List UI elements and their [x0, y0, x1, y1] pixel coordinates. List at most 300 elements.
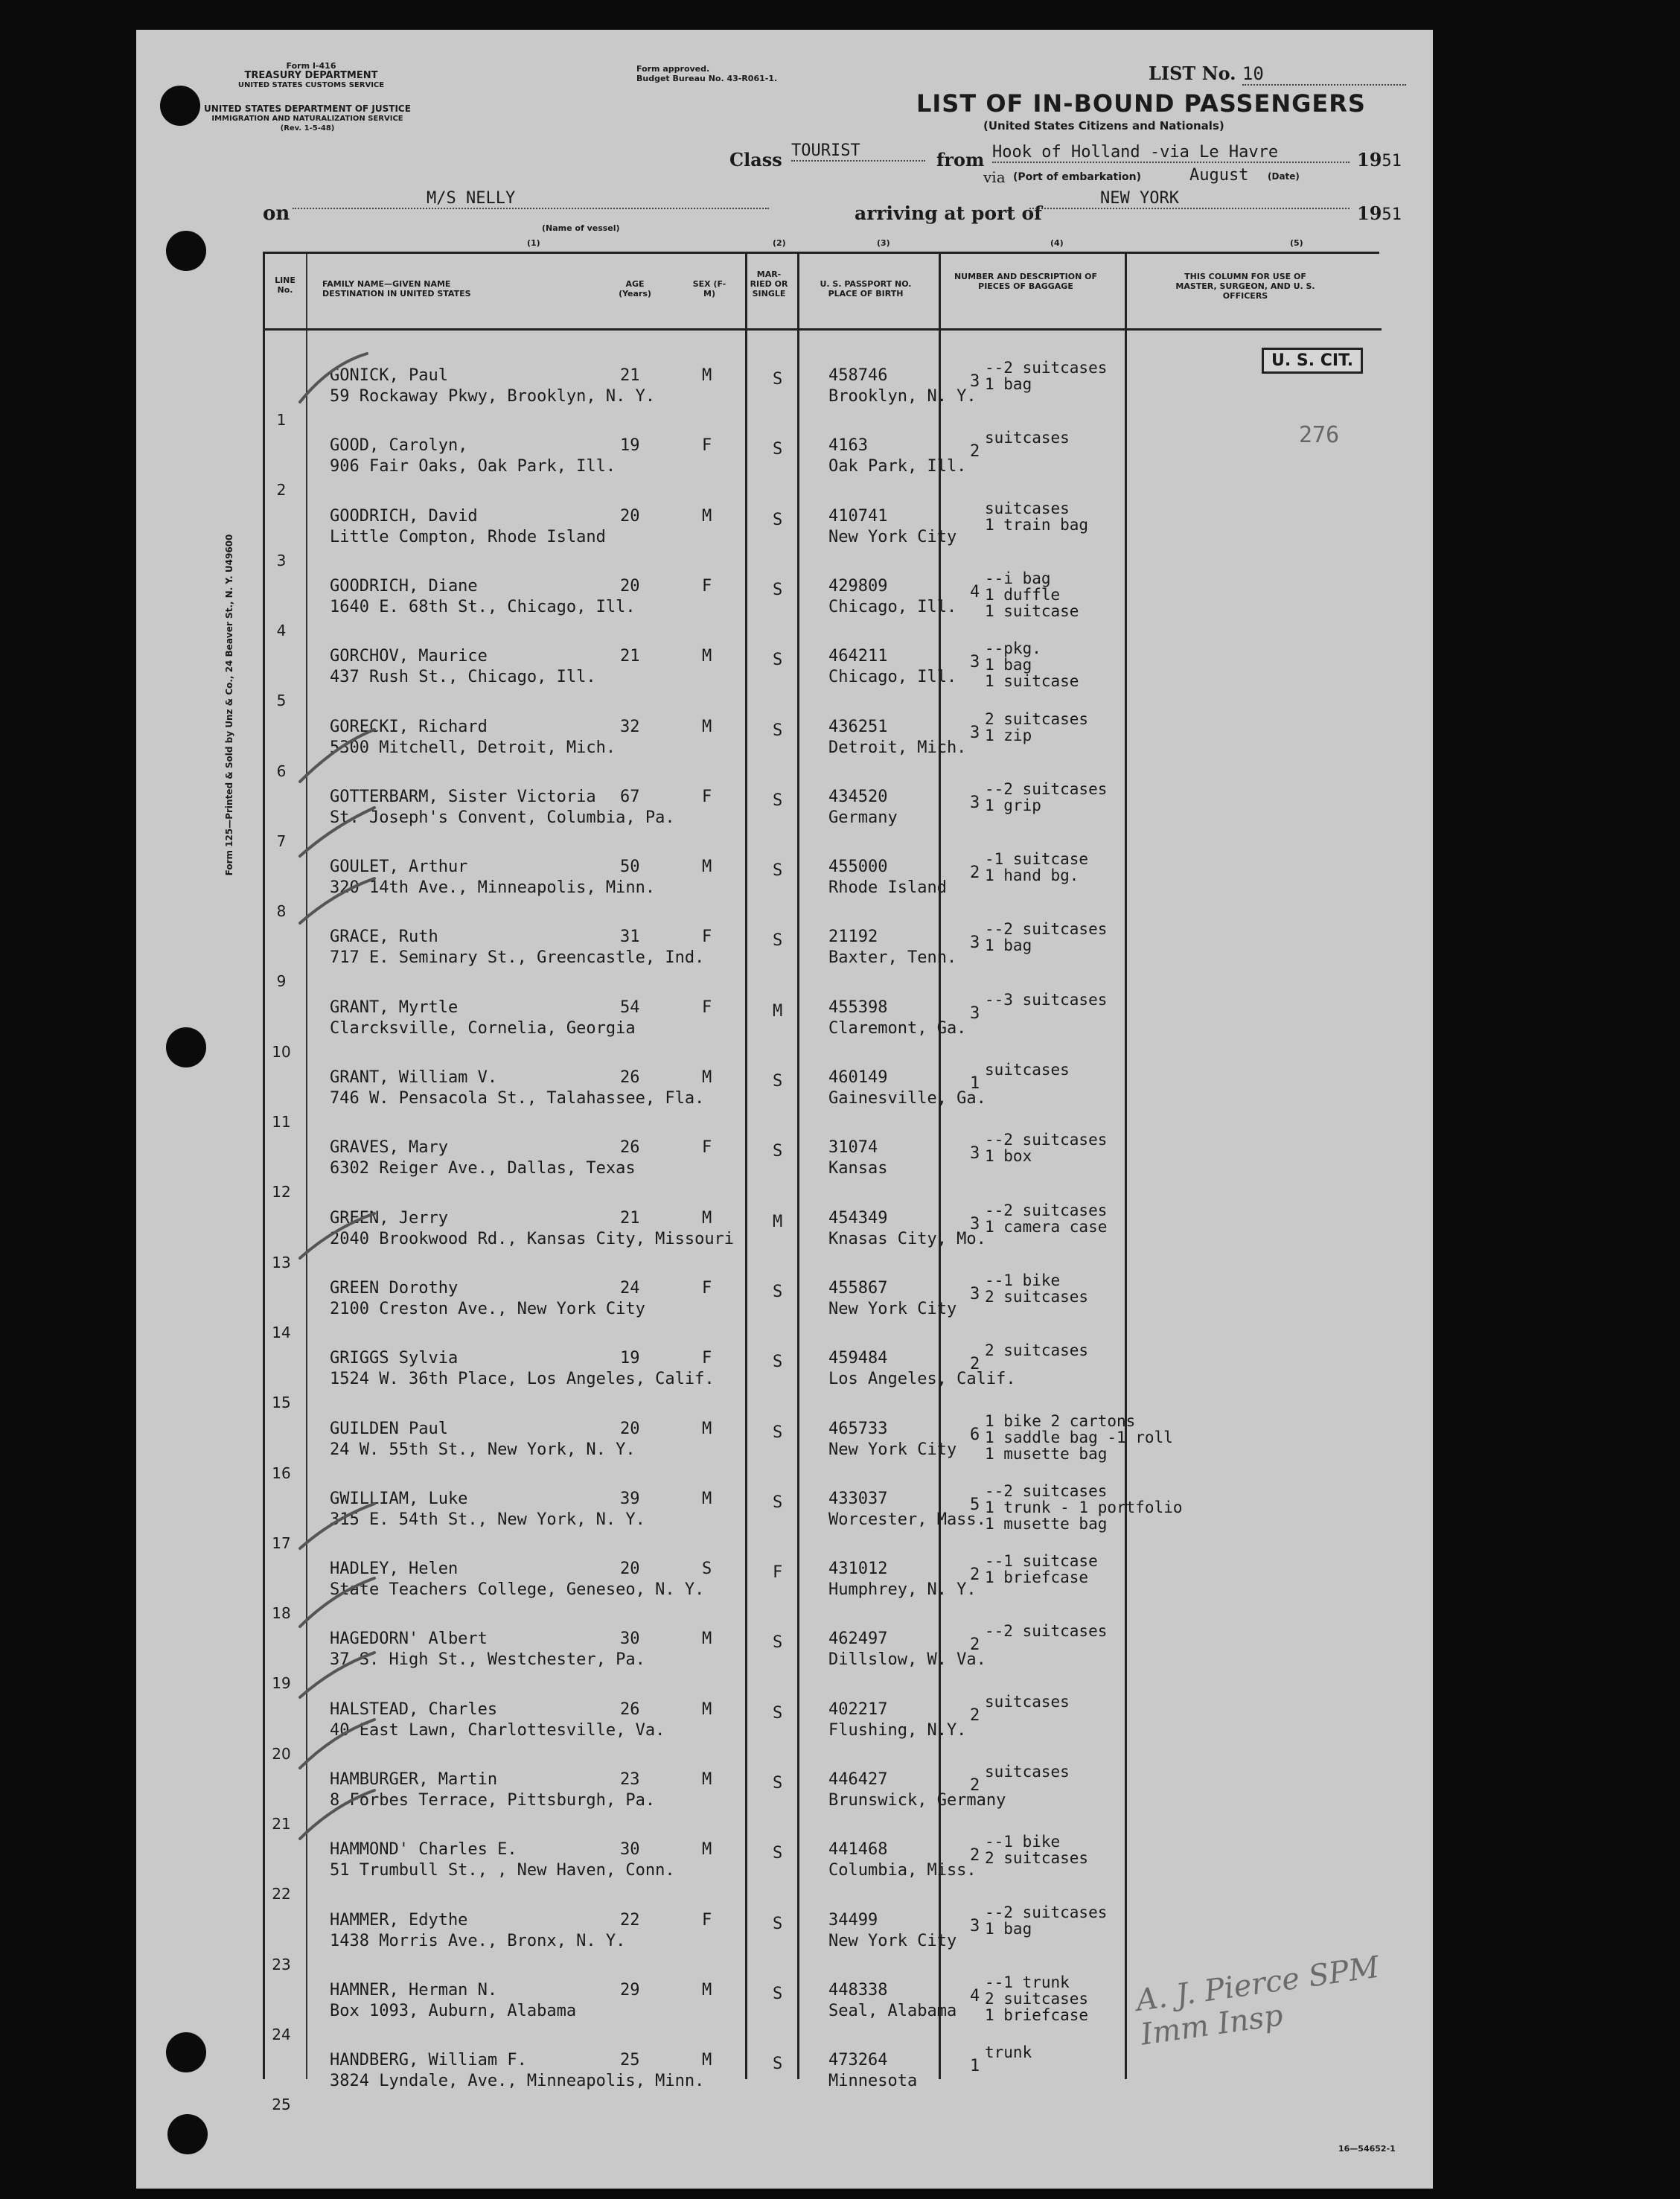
baggage-item: suitcases	[985, 429, 1070, 447]
via-label: via	[983, 168, 1006, 186]
baggage-item: --2 suitcases	[985, 1131, 1108, 1149]
line-number: 14	[272, 1323, 291, 1341]
passenger-name: GOODRICH, Diane	[330, 576, 478, 596]
sex: M	[702, 1980, 712, 1999]
place-of-birth: Dillslow, W. Va.	[828, 1650, 986, 1670]
line-number: 6	[276, 762, 287, 780]
sex: S	[702, 1560, 712, 1579]
baggage-item: 1 zip	[985, 726, 1032, 744]
place-of-birth: Oak Park, Ill.	[828, 457, 967, 476]
page-subtitle: (United States Citizens and Nationals)	[983, 119, 1224, 133]
vessel-caption: (Name of vessel)	[542, 223, 620, 233]
sex: M	[702, 1068, 712, 1087]
baggage-item: --1 bike	[985, 1271, 1061, 1289]
stamp-number: 276	[1299, 422, 1340, 448]
place-of-birth: Flushing, N.Y.	[828, 1720, 967, 1740]
baggage-item: 1 bag	[985, 1919, 1032, 1938]
vessel-name: M/S NELLY	[293, 189, 769, 209]
baggage-count: 2	[970, 1635, 980, 1655]
place-of-birth: Chicago, Ill.	[828, 668, 957, 687]
line-number: 15	[272, 1394, 291, 1412]
destination: Box 1093, Auburn, Alabama	[330, 2001, 577, 2020]
sex: F	[702, 576, 712, 596]
destination: 746 W. Pensacola St., Talahassee, Fla.	[330, 1089, 705, 1108]
age: 54	[620, 998, 640, 1017]
passenger-name: GRANT, William V.	[330, 1068, 498, 1087]
baggage-item: 1 suitcase	[985, 601, 1079, 620]
list-number-label: LIST No.	[1149, 63, 1236, 84]
col-header-married: MAR-RIED OR SINGLE	[750, 269, 788, 299]
line-number: 3	[276, 551, 287, 569]
col-header-age: AGE (Years)	[619, 279, 651, 299]
marital-status: S	[773, 1423, 783, 1442]
age: 21	[620, 1208, 640, 1228]
marital-status: S	[773, 2055, 783, 2074]
destination: 37 S. High St., Westchester, Pa.	[330, 1650, 645, 1670]
destination: 1438 Morris Ave., Bronx, N. Y.	[330, 1931, 626, 1950]
passport-number: 4163	[828, 436, 868, 456]
passenger-name: GRACE, Ruth	[330, 928, 438, 947]
baggage-count: 1	[970, 1074, 980, 1093]
passenger-name: GOTTERBARM, Sister Victoria	[330, 787, 596, 806]
age: 26	[620, 1068, 640, 1087]
destination: 1524 W. 36th Place, Los Angeles, Calif.	[330, 1370, 715, 1389]
place-of-birth: Minnesota	[828, 2072, 918, 2091]
destination: 320 14th Ave., Minneapolis, Minn.	[330, 878, 656, 898]
marital-status: S	[773, 580, 783, 599]
destination: State Teachers College, Geneseo, N. Y.	[330, 1580, 705, 1600]
arrival-port: NEW YORK	[1029, 189, 1350, 209]
year-prefix: 19	[1357, 202, 1382, 224]
destination: 2100 Creston Ave., New York City	[330, 1299, 645, 1318]
place-of-birth: Gainesville, Ga.	[828, 1089, 986, 1108]
col-number: (5)	[1290, 238, 1303, 248]
passport-number: 455398	[828, 998, 888, 1017]
year-suffix: 51	[1382, 205, 1402, 224]
passenger-name: GRANT, Myrtle	[330, 998, 459, 1017]
age: 20	[620, 576, 640, 596]
line-number: 20	[272, 1744, 291, 1763]
immigration-service: IMMIGRATION AND NATURALIZATION SERVICE	[211, 115, 403, 123]
age: 19	[620, 1349, 640, 1368]
baggage-item: 1 briefcase	[985, 1568, 1089, 1587]
passport-number: 446427	[828, 1770, 888, 1789]
baggage-item: 1 musette bag	[985, 1514, 1108, 1533]
line-number: 8	[276, 902, 287, 921]
col-number: (3)	[877, 238, 890, 248]
passenger-list-page	[136, 30, 1433, 2189]
class-label: Class	[729, 149, 782, 170]
col-number: (4)	[1050, 238, 1064, 248]
passenger-name: GUILDEN Paul	[330, 1419, 448, 1438]
baggage-item: 2 suitcases	[985, 1287, 1089, 1306]
baggage-item: 2 suitcases	[985, 1849, 1089, 1868]
customs-service: UNITED STATES CUSTOMS SERVICE	[237, 81, 385, 89]
pencil-check-marks	[270, 342, 389, 2129]
marital-status: S	[773, 510, 783, 529]
baggage-item: --1 suitcase	[985, 1552, 1098, 1571]
passport-number: 431012	[828, 1560, 888, 1579]
sex: F	[702, 1278, 712, 1298]
destination: 6302 Reiger Ave., Dallas, Texas	[330, 1159, 636, 1178]
destination: 2040 Brookwood Rd., Kansas City, Missouri	[330, 1229, 735, 1248]
baggage-count: 2	[970, 1776, 980, 1795]
baggage-item: 1 briefcase	[985, 2005, 1089, 2024]
baggage-count: 3	[970, 1214, 980, 1233]
line-number: 1	[276, 411, 287, 429]
age: 26	[620, 1138, 640, 1158]
passport-number: 34499	[828, 1910, 878, 1930]
place-of-birth: New York City	[828, 1440, 957, 1459]
line-number: 25	[272, 2096, 291, 2114]
sex: M	[702, 506, 712, 526]
col-number: (2)	[773, 238, 786, 248]
baggage-item: -1 suitcase	[985, 850, 1089, 869]
line-number: 22	[272, 1885, 291, 1903]
footer-code: 16—54652-1	[1338, 2144, 1396, 2154]
sex: M	[702, 717, 712, 736]
destination: 3824 Lyndale, Ave., Minneapolis, Minn.	[330, 2072, 705, 2091]
sex: M	[702, 1770, 712, 1789]
baggage-count: 3	[970, 1003, 980, 1023]
line-number: 23	[272, 1955, 291, 1973]
passenger-name: GREEN, Jerry	[330, 1208, 448, 1228]
place-of-birth: Worcester, Mass.	[828, 1510, 986, 1529]
marital-status: S	[773, 1072, 783, 1091]
passenger-name: HAMNER, Herman N.	[330, 1980, 498, 1999]
baggage-item: --2 suitcases	[985, 779, 1108, 798]
marital-status: S	[773, 370, 783, 389]
sex: F	[702, 998, 712, 1017]
baggage-count: 2	[970, 1566, 980, 1585]
marital-status: S	[773, 1984, 783, 2003]
passenger-name: GOOD, Carolyn,	[330, 436, 468, 456]
age: 20	[620, 506, 640, 526]
sex: M	[702, 1419, 712, 1438]
passport-number: 460149	[828, 1068, 888, 1087]
printer-imprint: Form 125—Printed & Sold by Unz & Co., 24 Beaver St., N. Y. U49600	[224, 534, 234, 876]
baggage-item: --2 suitcases	[985, 920, 1108, 939]
destination: 5300 Mitchell, Detroit, Mich.	[330, 738, 616, 757]
passport-number: 459484	[828, 1349, 888, 1368]
baggage-count: 2	[970, 864, 980, 883]
destination: St. Joseph's Convent, Columbia, Pa.	[330, 808, 675, 827]
baggage-item: 1 bag	[985, 656, 1032, 674]
passenger-name: GORCHOV, Maurice	[330, 647, 488, 666]
age: 30	[620, 1630, 640, 1649]
baggage-item: 1 bike 2 cartons	[985, 1411, 1136, 1430]
passenger-name: HAMMOND' Charles E.	[330, 1840, 517, 1860]
baggage-count: 2	[970, 1355, 980, 1374]
place-of-birth: Claremont, Ga.	[828, 1018, 967, 1038]
passenger-name: GRAVES, Mary	[330, 1138, 448, 1158]
place-of-birth: Columbia, Miss.	[828, 1861, 977, 1880]
baggage-item: suitcases	[985, 1763, 1070, 1781]
passenger-name: HALSTEAD, Charles	[330, 1699, 498, 1719]
passport-number: 429809	[828, 576, 888, 596]
age: 39	[620, 1489, 640, 1508]
sex: F	[702, 1910, 712, 1930]
line-number: 4	[276, 621, 287, 639]
sex: M	[702, 1699, 712, 1719]
place-of-birth: Detroit, Mich.	[828, 738, 967, 757]
age: 32	[620, 717, 640, 736]
baggage-item: 1 grip	[985, 796, 1041, 814]
sex: M	[702, 1208, 712, 1228]
sex: F	[702, 1349, 712, 1368]
age: 25	[620, 2051, 640, 2070]
line-number: 7	[276, 832, 287, 850]
baggage-item: --2 suitcases	[985, 1481, 1108, 1500]
treasury-dept: TREASURY DEPARTMENT	[244, 70, 378, 81]
passport-number: 31074	[828, 1138, 878, 1158]
baggage-item: --pkg.	[985, 639, 1041, 658]
place-of-birth: Germany	[828, 808, 898, 827]
baggage-item: 2 suitcases	[985, 709, 1089, 728]
baggage-item: --2 suitcases	[985, 359, 1108, 377]
line-number: 11	[272, 1113, 291, 1131]
line-number: 9	[276, 972, 287, 991]
baggage-item: 1 musette bag	[985, 1444, 1108, 1463]
marital-status: S	[773, 1353, 783, 1372]
baggage-count: 6	[970, 1425, 980, 1444]
class-value: TOURIST	[791, 141, 925, 162]
passport-number: 454349	[828, 1208, 888, 1228]
line-number: 19	[272, 1674, 291, 1693]
line-number: 21	[272, 1815, 291, 1833]
sex: M	[702, 1840, 712, 1860]
arrival-date: August	[1189, 166, 1249, 185]
age: 50	[620, 858, 640, 877]
baggage-item: trunk	[985, 2043, 1032, 2062]
port-embarkation-caption: (Port of embarkation)	[1013, 171, 1142, 183]
marital-status: S	[773, 791, 783, 810]
passenger-name: GOULET, Arthur	[330, 858, 468, 877]
baggage-count: 1	[970, 2057, 980, 2076]
passenger-name: GWILLIAM, Luke	[330, 1489, 468, 1508]
line-number: 2	[276, 481, 287, 500]
age: 29	[620, 1980, 640, 1999]
line-number: 16	[272, 1464, 291, 1482]
justice-dept: UNITED STATES DEPARTMENT OF JUSTICE	[204, 103, 411, 114]
marital-status: S	[773, 1774, 783, 1793]
place-of-birth: Brunswick, Germany	[828, 1791, 1006, 1810]
age: 22	[620, 1910, 640, 1930]
passport-number: 436251	[828, 717, 888, 736]
passenger-name: HAMMER, Edythe	[330, 1910, 468, 1930]
sex: F	[702, 928, 712, 947]
form-number: Form I-416	[286, 61, 336, 71]
sex: F	[702, 1138, 712, 1158]
col-header-passport: U. S. PASSPORT NO. PLACE OF BIRTH	[820, 279, 912, 299]
place-of-birth: Rhode Island	[828, 878, 947, 898]
marital-status: S	[773, 1844, 783, 1863]
line-number: 5	[276, 692, 287, 710]
baggage-item: --2 suitcases	[985, 1201, 1108, 1219]
sex: M	[702, 647, 712, 666]
sex: F	[702, 436, 712, 456]
baggage-item: --1 trunk	[985, 1973, 1070, 1991]
passenger-name: HADLEY, Helen	[330, 1560, 459, 1579]
revision-date: (Rev. 1-5-48)	[280, 124, 335, 133]
on-label: on	[263, 202, 290, 225]
passport-number: 464211	[828, 647, 888, 666]
col-header-line: LINE No.	[275, 275, 296, 295]
destination: 24 W. 55th St., New York, N. Y.	[330, 1440, 636, 1459]
destination: Little Compton, Rhode Island	[330, 527, 606, 546]
baggage-count: 3	[970, 793, 980, 812]
marital-status: S	[773, 651, 783, 670]
baggage-item: 1 camera case	[985, 1217, 1108, 1236]
marital-status: S	[773, 440, 783, 459]
passport-number: 473264	[828, 2051, 888, 2070]
passenger-name: GRIGGS Sylvia	[330, 1349, 459, 1368]
passport-number: 434520	[828, 787, 888, 806]
sex: M	[702, 1630, 712, 1649]
place-of-birth: Los Angeles, Calif.	[828, 1370, 1016, 1389]
place-of-birth: Chicago, Ill.	[828, 597, 957, 616]
year-suffix: 51	[1382, 152, 1402, 170]
place-of-birth: Brooklyn, N. Y.	[828, 387, 977, 406]
baggage-item: suitcases	[985, 499, 1070, 517]
page-title: LIST OF IN-BOUND PASSENGERS	[916, 89, 1366, 118]
from-value: Hook of Holland -via Le Havre	[992, 143, 1350, 163]
baggage-count: 4	[970, 582, 980, 601]
baggage-count: 3	[970, 372, 980, 391]
baggage-item: --2 suitcases	[985, 1622, 1108, 1641]
baggage-item: suitcases	[985, 1061, 1070, 1079]
marital-status: S	[773, 1493, 783, 1512]
age: 67	[620, 787, 640, 806]
baggage-count: 3	[970, 653, 980, 672]
baggage-item: 1 box	[985, 1147, 1032, 1166]
destination: 8 Forbes Terrace, Pittsburgh, Pa.	[330, 1791, 656, 1810]
line-number: 18	[272, 1604, 291, 1623]
destination: 40 East Lawn, Charlottesville, Va.	[330, 1720, 665, 1740]
passport-number: 465733	[828, 1419, 888, 1438]
place-of-birth: Knasas City, Mo.	[828, 1229, 986, 1248]
passport-number: 433037	[828, 1489, 888, 1508]
passport-number: 458746	[828, 366, 888, 385]
marital-status: M	[773, 1212, 783, 1231]
baggage-count: 3	[970, 1284, 980, 1303]
age: 24	[620, 1278, 640, 1298]
col-header-sex: SEX (F-M)	[692, 279, 726, 299]
passenger-name: HAMBURGER, Martin	[330, 1770, 498, 1789]
baggage-count: 4	[970, 1986, 980, 2005]
baggage-item: 2 suitcases	[985, 1989, 1089, 2008]
place-of-birth: New York City	[828, 1299, 957, 1318]
baggage-item: 1 train bag	[985, 515, 1089, 534]
line-number: 12	[272, 1183, 291, 1201]
destination: 1640 E. 68th St., Chicago, Ill.	[330, 597, 636, 616]
age: 20	[620, 1560, 640, 1579]
punch-hole	[166, 231, 206, 271]
baggage-count: 2	[970, 442, 980, 462]
age: 30	[620, 1840, 640, 1860]
passenger-name: HANDBERG, William F.	[330, 2051, 527, 2070]
baggage-count: 3	[970, 723, 980, 742]
line-number: 10	[272, 1042, 291, 1061]
baggage-count: 3	[970, 1916, 980, 1935]
passport-number: 441468	[828, 1840, 888, 1860]
us-citizen-stamp: U. S. CIT.	[1262, 348, 1363, 374]
form-approved: Form approved.	[636, 64, 710, 74]
sex: M	[702, 858, 712, 877]
marital-status: M	[773, 1001, 783, 1021]
passport-number: 410741	[828, 506, 888, 526]
line-number: 17	[272, 1533, 291, 1552]
age: 21	[620, 647, 640, 666]
age: 26	[620, 1699, 640, 1719]
line-number: 13	[272, 1253, 291, 1271]
destination: Clarcksville, Cornelia, Georgia	[330, 1018, 636, 1038]
baggage-item: --i bag	[985, 569, 1051, 587]
marital-status: S	[773, 1282, 783, 1301]
place-of-birth: Kansas	[828, 1159, 888, 1178]
col-number: (1)	[527, 238, 540, 248]
marital-status: S	[773, 861, 783, 881]
passenger-name: GREEN Dorothy	[330, 1278, 459, 1298]
baggage-item: 1 saddle bag -1 roll	[985, 1428, 1173, 1446]
passport-number: 448338	[828, 1980, 888, 1999]
baggage-count: 5	[970, 1495, 980, 1514]
col-header-name: FAMILY NAME—GIVEN NAME DESTINATION IN UNITED STATES	[322, 279, 471, 299]
baggage-item: 1 hand bg.	[985, 866, 1079, 885]
from-label: from	[936, 149, 985, 170]
place-of-birth: Humphrey, N. Y.	[828, 1580, 977, 1600]
marital-status: S	[773, 1703, 783, 1723]
marital-status: S	[773, 1633, 783, 1653]
baggage-item: 2 suitcases	[985, 1341, 1089, 1360]
baggage-count: 3	[970, 1144, 980, 1164]
age: 21	[620, 366, 640, 385]
passport-number: 21192	[828, 928, 878, 947]
passport-number: 402217	[828, 1699, 888, 1719]
baggage-item: 1 bag	[985, 936, 1032, 955]
age: 19	[620, 436, 640, 456]
sex: M	[702, 1489, 712, 1508]
baggage-item: 1 bag	[985, 375, 1032, 393]
baggage-item: --2 suitcases	[985, 1903, 1108, 1921]
sex: M	[702, 366, 712, 385]
baggage-item: 1 trunk - 1 portfolio	[985, 1498, 1183, 1516]
passport-number: 455000	[828, 858, 888, 877]
baggage-count: 3	[970, 933, 980, 953]
age: 31	[620, 928, 640, 947]
destination: 906 Fair Oaks, Oak Park, Ill.	[330, 457, 616, 476]
passport-number: 455867	[828, 1278, 888, 1298]
age: 20	[620, 1419, 640, 1438]
date-caption: (Date)	[1268, 171, 1300, 182]
destination: 59 Rockaway Pkwy, Brooklyn, N. Y.	[330, 387, 656, 406]
inspector-signature: A. J. Pierce SPM Imm Insp	[1134, 1950, 1382, 2052]
place-of-birth: New York City	[828, 1931, 957, 1950]
place-of-birth: Baxter, Tenn.	[828, 948, 957, 968]
baggage-item: suitcases	[985, 1692, 1070, 1711]
col-header-baggage: NUMBER AND DESCRIPTION OF PIECES OF BAGGAGE	[954, 272, 1098, 291]
sex: M	[702, 2051, 712, 2070]
sex: F	[702, 787, 712, 806]
place-of-birth: Seal, Alabama	[828, 2001, 957, 2020]
age: 23	[620, 1770, 640, 1789]
year-prefix: 19	[1357, 149, 1382, 170]
baggage-item: 1 duffle	[985, 585, 1061, 604]
budget-bureau: Budget Bureau No. 43-R061-1.	[636, 74, 778, 83]
marital-status: S	[773, 1142, 783, 1161]
baggage-item: 1 suitcase	[985, 672, 1079, 691]
baggage-item: --3 suitcases	[985, 990, 1108, 1009]
